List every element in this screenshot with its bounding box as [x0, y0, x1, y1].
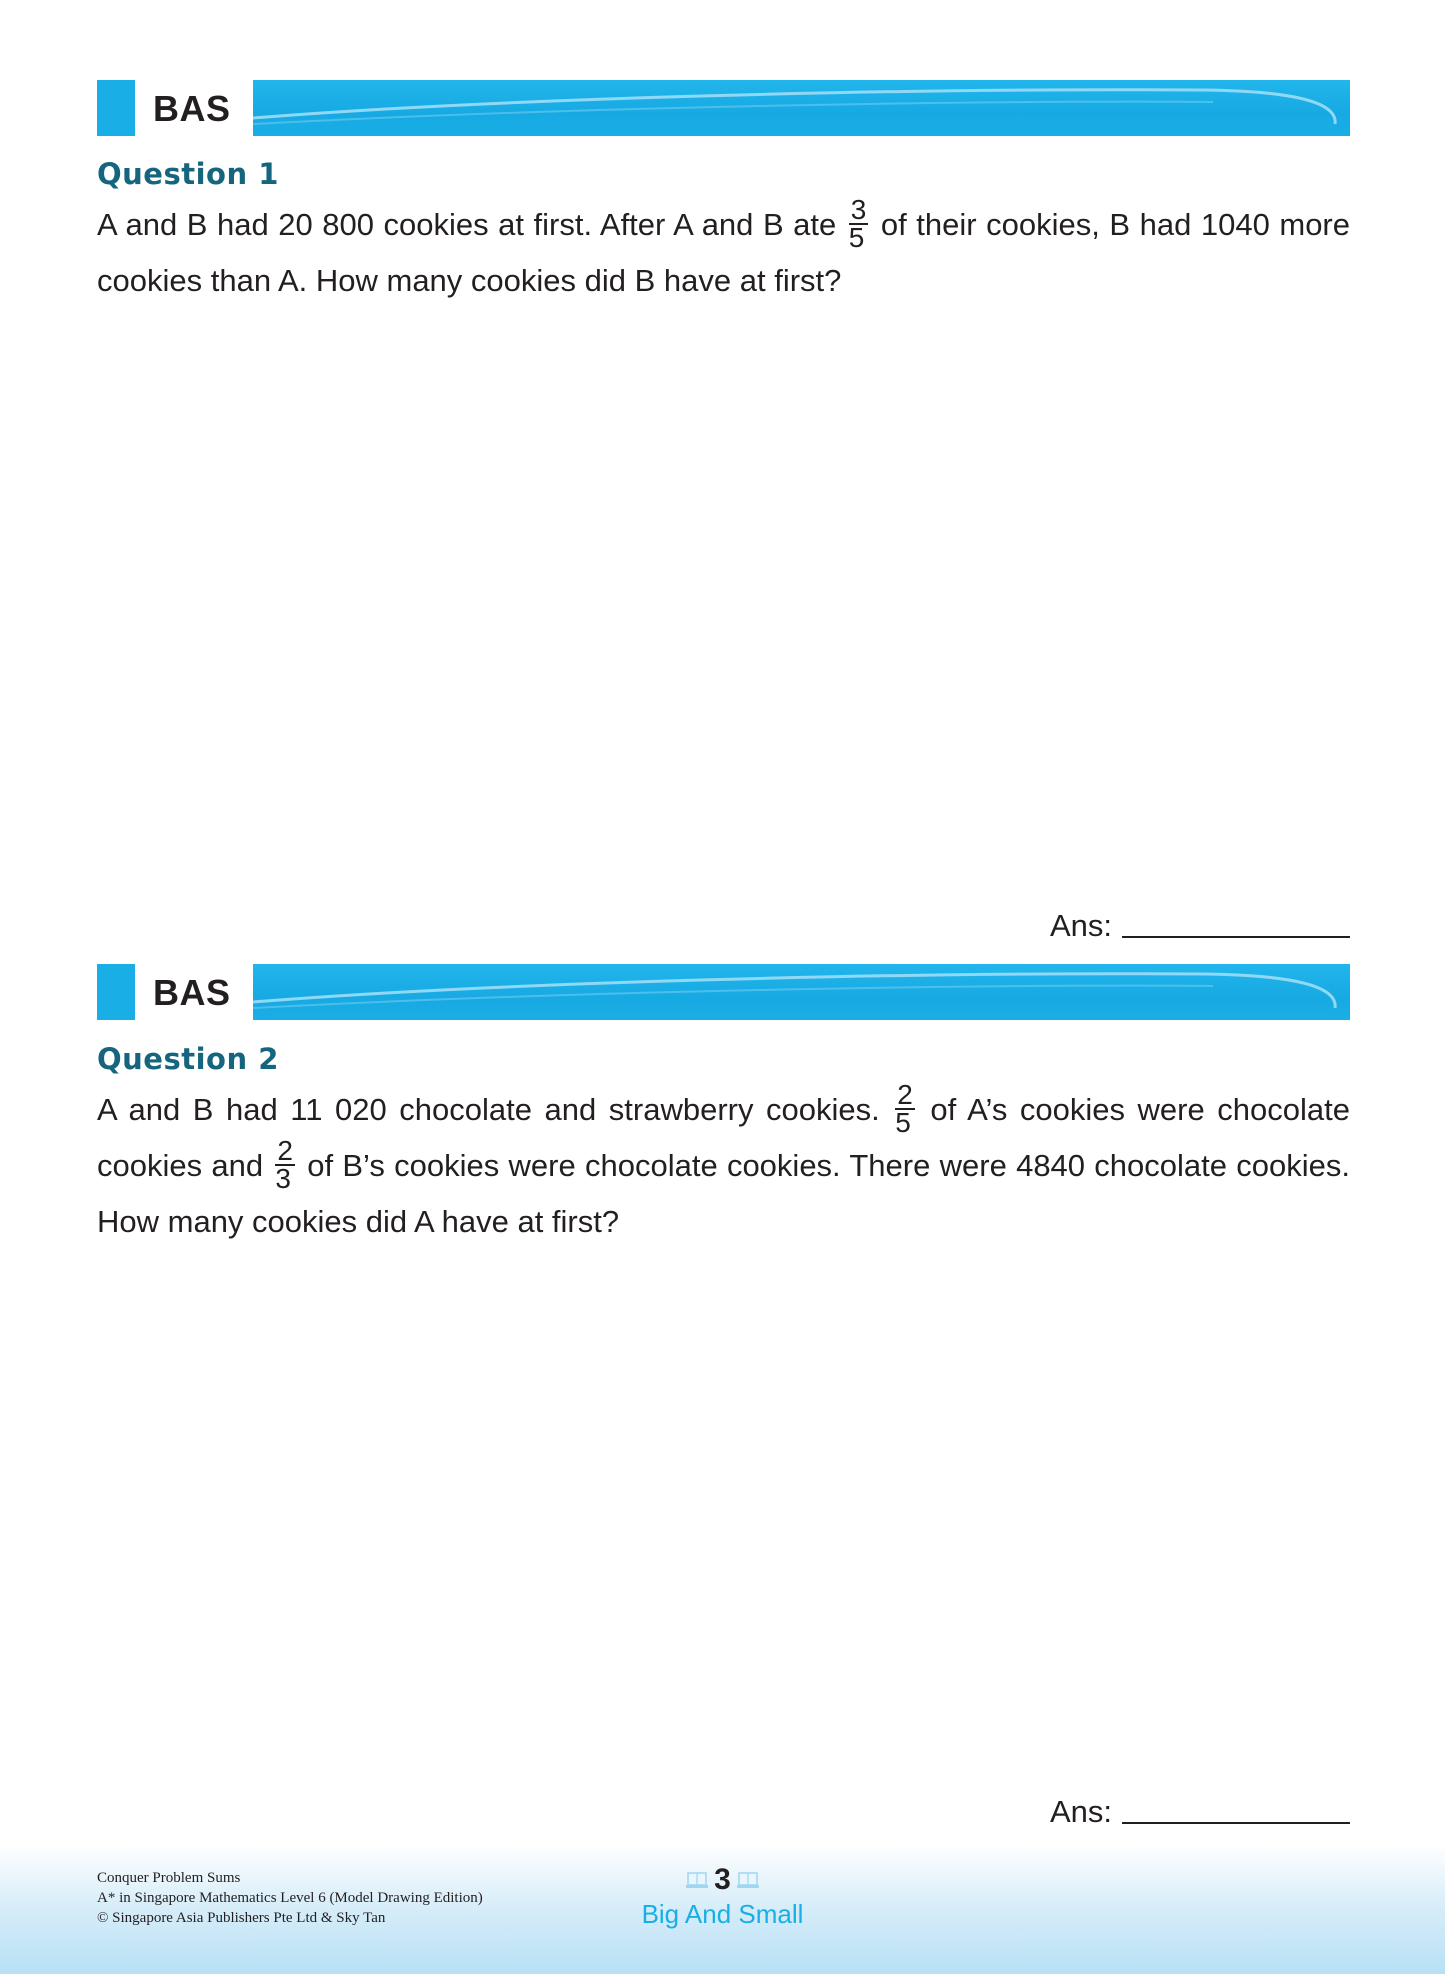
answer-label: Ans:	[1049, 1794, 1112, 1829]
question-text: A and B had 20 800 cookies at first. After A and B ate $\frac{3}{5}$ of their cookies, B had 1040 more cookies than A. How many cookies did B have at first?	[97, 193, 1350, 298]
section-banner	[97, 964, 1350, 1020]
fraction: $\frac{2}{5}$	[895, 1078, 913, 1138]
answer-field[interactable]	[1050, 1794, 1350, 1830]
answer-label: Ans:	[1049, 908, 1112, 943]
fraction: $\frac{3}{5}$	[848, 193, 867, 253]
answer-field[interactable]	[1050, 908, 1350, 944]
section-tag: BAS	[153, 972, 231, 1013]
banner-bar	[253, 964, 1350, 1020]
book-icon	[686, 1871, 708, 1889]
section-banner	[97, 80, 1350, 136]
banner-bar	[253, 80, 1350, 136]
footer-credits	[97, 1868, 483, 1928]
credit-line: © Singapore Asia Publishers Pte Ltd & Sky Tan	[97, 1910, 386, 1926]
answer-line[interactable]	[1122, 935, 1350, 938]
banner-tab	[97, 964, 135, 1020]
page-number: 3	[714, 1863, 731, 1896]
question-title: Question 1	[97, 157, 279, 191]
fraction: $\frac{2}{3}$	[275, 1134, 293, 1194]
question-text: A and B had 11 020 chocolate and strawberry cookies. $\frac{2}{5}$ of A’s cookies were chocolate cookies and $\frac{2}{3}$ of B’s cookies were chocolate cookies. There were 4840 chocolate cookies. How many cookies did A have at first?	[97, 1078, 1351, 1239]
credit-line: Conquer Problem Sums	[97, 1870, 241, 1886]
page-footer	[0, 1845, 1445, 1974]
credit-line: A* in Singapore Mathematics Level 6 (Model Drawing Edition)	[97, 1890, 483, 1906]
page-indicator	[600, 1863, 845, 1930]
answer-line[interactable]	[1122, 1821, 1350, 1824]
book-icon	[737, 1871, 759, 1889]
page-topic: Big And Small	[641, 1899, 804, 1929]
banner-tab	[97, 80, 135, 136]
question-title: Question 2	[97, 1042, 279, 1076]
section-tag: BAS	[153, 88, 231, 129]
